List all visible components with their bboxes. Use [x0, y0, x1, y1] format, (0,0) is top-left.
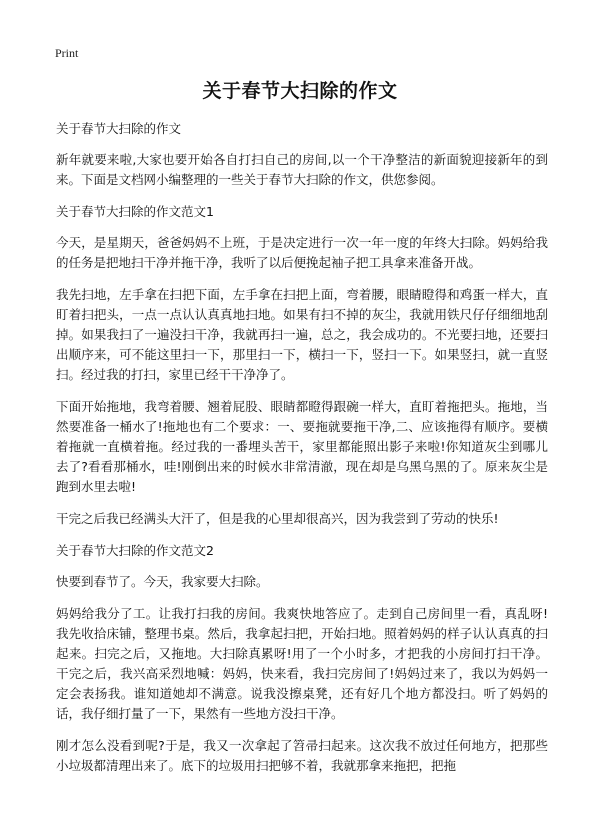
section2-paragraph-2: 妈妈给我分了工。让我打扫我的房间。我爽快地答应了。走到自己房间里一看，真乱呀!我先收拾床铺，整理书桌。然后，我拿起扫把，开始扫地。照着妈妈的样子认认真真的扫起来。扫完之后，又拖地。大扫除真累呀!用了一个小时多，才把我的小房间打扫干净。干完之后，我兴高采烈地喊：妈妈，快来看，我扫完房间了!妈妈过来了，我以为妈妈一定会表扬我。谁知道她却不满意。说我没擦桌凳，还有好几个地方都没扫。听了妈妈的话，我仔细打量了一下，果然有一些地方没扫干净。 — [56, 606, 548, 721]
section1-paragraph-2: 我先扫地，左手拿在扫把下面，左手拿在扫把上面，弯着腰，眼睛瞪得和鸡蛋一样大，直盯着扫把头，一点一点认认真真地扫地。如果有扫不掉的灰尘，我就用铁尺仔仔细细地刮掉。如果我扫了一遍没扫干净，我就再扫一遍，总之，我会成功的。不光要扫地，还要扫出顺序来，可不能这里扫一下，那里扫一下，横扫一下，竖扫一下。如果竖扫，就一直竖扫。经过我的打扫，家里已经干干净净了。 — [56, 287, 548, 382]
intro-heading: 关于春节大扫除的作文 — [56, 121, 182, 136]
section2-paragraph-1: 快要到春节了。今天，我家要大扫除。 — [56, 574, 269, 589]
section1-paragraph-3: 下面开始拖地，我弯着腰、翘着屁股、眼睛都瞪得跟碗一样大，直盯着拖把头。拖地，当然要准备一桶水了!拖地也有二个要求：一、要拖就要拖干净,二、应该拖得有顺序。要横着拖就一直横着拖。经过我的一番埋头苦干，家里都能照出影子来啦!你知道灰尘到哪儿去了?看看那桶水，哇!刚倒出来的时候水非常清澈，现在却是乌黑乌黑的了。原来灰尘是跑到水里去啦! — [56, 399, 548, 494]
section1-paragraph-1: 今天，是星期天，爸爸妈妈不上班，于是决定进行一次一年一度的年终大扫除。妈妈给我的任务是把地扫干净并拖干净，我听了以后便挽起袖子把工具拿来准备开战。 — [56, 235, 548, 270]
intro-paragraph: 新年就要来啦,大家也要开始各自打扫自己的房间,以一个干净整洁的新面貌迎接新年的到来。下面是文档网小编整理的一些关于春节大扫除的作文，供您参阅。 — [56, 152, 548, 187]
section1-heading: 关于春节大扫除的作文范文1 — [56, 204, 214, 219]
document-title: 关于春节大扫除的作文 — [202, 80, 398, 102]
section2-heading: 关于春节大扫除的作文范文2 — [56, 543, 214, 558]
document-body — [56, 119, 548, 788]
section2-paragraph-3: 刚才怎么没看到呢?于是，我又一次拿起了笤帚扫起来。这次我不放过任何地方，把那些小垃圾都清理出来了。底下的垃圾用扫把够不着，我就那拿来拖把，把拖 — [56, 738, 548, 773]
print-link[interactable]: Print — [55, 46, 79, 60]
section1-paragraph-4: 干完之后我已经满头大汗了，但是我的心里却很高兴，因为我尝到了劳动的快乐! — [56, 511, 499, 526]
